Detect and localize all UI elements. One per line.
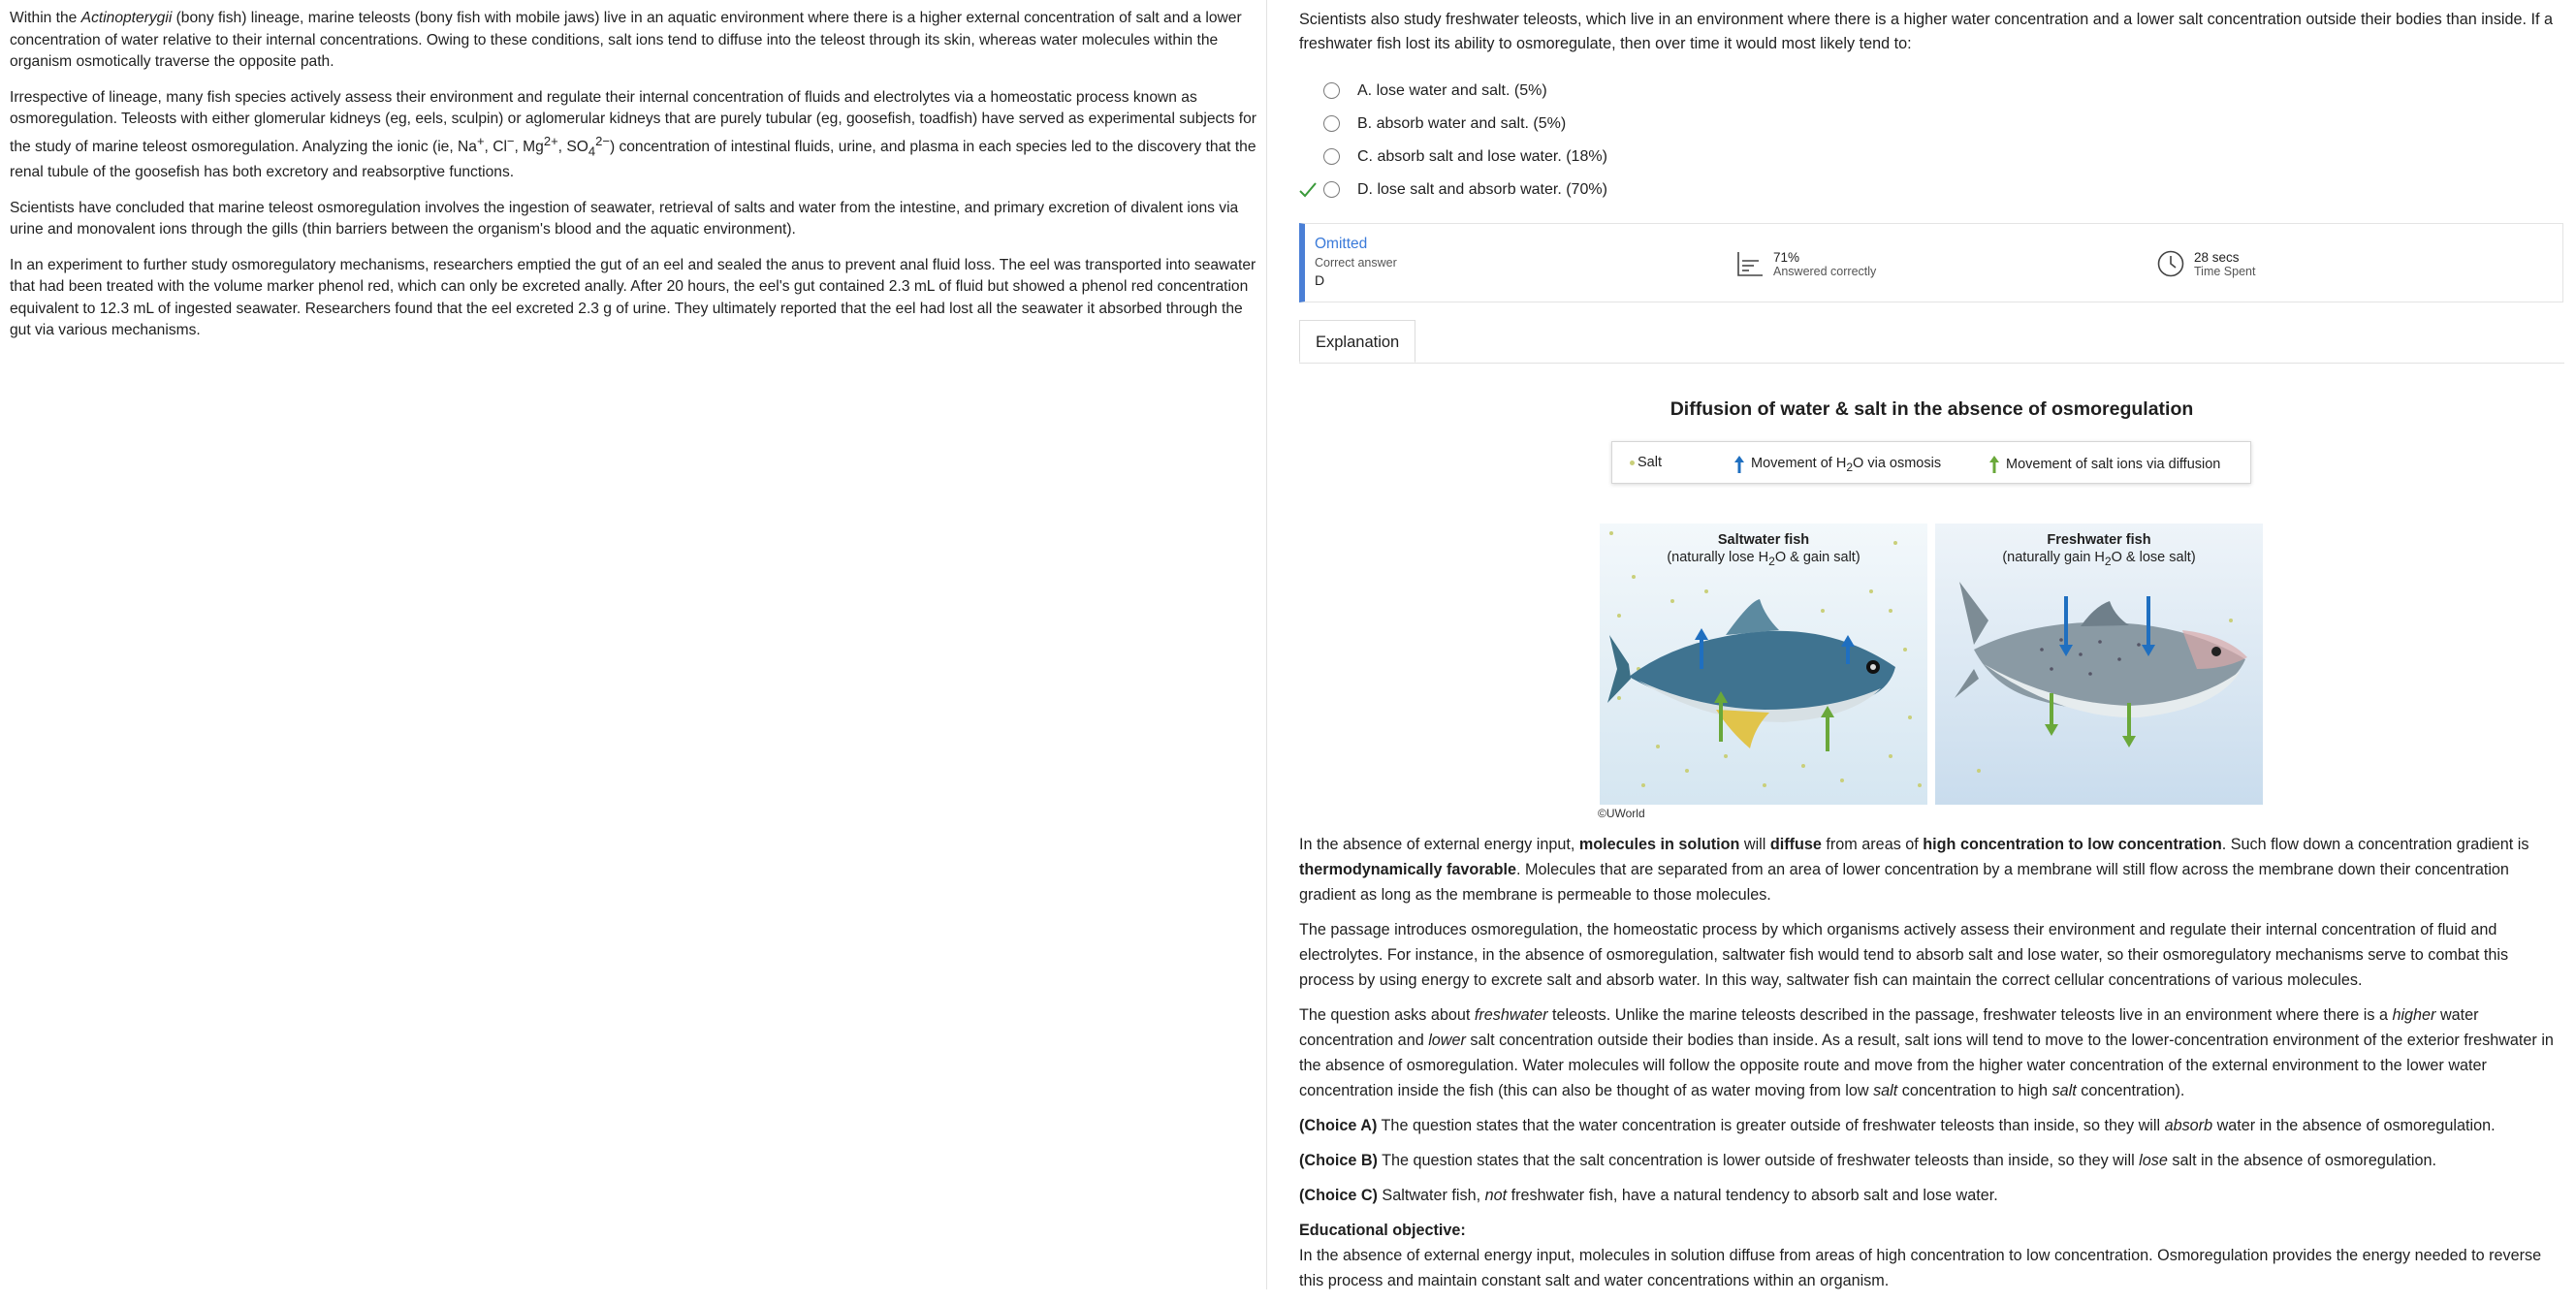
text: , Cl — [484, 138, 507, 155]
time-value: 28 secs — [2194, 249, 2240, 265]
superscript: − — [506, 133, 515, 148]
educational-objective: In the absence of external energy input, molecules in solution diffuse from areas of high concentration to low concentration. Osmoregulation provides the energy needed to reverse this process and maintain constant salt and water concentrations within an organism. — [1299, 1247, 2542, 1289]
copyright: ©UWorld — [1598, 807, 1645, 820]
percent-label: Answered correctly — [1773, 264, 1877, 278]
explanation-choice-a: (Choice A) The question states that the water concentration is greater outside of freshwater teleosts than inside, so they will absorb water in the absence of osmoregulation. — [1299, 1117, 2496, 1134]
figure-title: Diffusion of water & salt in the absence of osmoregulation — [1670, 398, 2194, 420]
saltwater-title: Saltwater fish — [1717, 532, 1810, 548]
choice-c[interactable] — [1299, 142, 2075, 175]
bar-chart-icon — [1735, 249, 1765, 278]
clock-icon — [2156, 249, 2185, 278]
answer-choices — [1299, 76, 2075, 207]
saltwater-subtitle: (naturally lose $H_2O$ & gain salt) — [1667, 550, 1860, 568]
subscript: 4 — [588, 143, 596, 158]
answer-stats-bar — [1299, 223, 2563, 302]
saltwater-fish-panel — [1600, 524, 1927, 805]
passage-paragraph-3: Scientists have concluded that marine teleost osmoregulation involves the ingestion of seawater, retrieval of salts and water from the intestine, and primary excretion of divalent ions via urine and monovalent ions through the gills (thin barriers between the organism's blood and the aquatic environment). — [10, 199, 1239, 238]
question-stem: Scientists also study freshwater teleosts, which live in an environment where there is a higher water concentration and a lower salt concentration outside their bodies than inside. If a freshwater fish lost its ability to osmoregulate, then over time it would most likely tend to: — [1299, 11, 2554, 52]
radio-button[interactable] — [1323, 115, 1340, 132]
passage-paragraph-4: In an experiment to further study osmoregulatory mechanisms, researchers emptied the gut of an eel and sealed the anus to prevent anal fluid loss. The eel was transported into seawater that had been treated with the volume marker phenol red, which can only be excreted anally. After 20 hours, the eel's gut contained 2.3 mL of fluid but showed a phenol red concentration equivalent to 12.3 mL of ingested seawater. Researchers found that the eel excreted 2.3 g of urine. They ultimately reported that the eel had lost all the seawater it absorbed through the gut via various mechanisms. — [10, 256, 1256, 339]
tab-bar — [1299, 320, 2564, 364]
legend-salt-label: Salt — [1638, 455, 1662, 470]
answer-status — [1315, 236, 1397, 288]
superscript: 2− — [595, 133, 610, 148]
status-label: Omitted — [1315, 236, 1368, 252]
text: Irrespective of lineage, many fish species actively assess their environment and regulate their internal concentration of fluids and electrolytes via a homeostatic process known as osmoregulation. Teleosts with either glomerular kidneys (eg, eels, sculpin) or aglomerular kidneys that are purely tubular (eg, goosefish, toadfish) have served as experimental subjects for the study of marine teleost osmoregulation. Analyzing the ionic (ie, Na — [10, 88, 1256, 155]
educational-objective-heading: Educational objective: — [1299, 1222, 1466, 1239]
water-arrow-icon — [1733, 455, 1745, 474]
radio-button[interactable] — [1323, 148, 1340, 165]
percent-value: 71% — [1773, 249, 1800, 265]
text: Within the — [10, 10, 81, 26]
freshwater-subtitle: (naturally gain $H_2O$ & lose salt) — [2002, 550, 2196, 568]
legend-salt-movement — [1988, 455, 2220, 474]
text: , Mg — [514, 138, 544, 155]
emphasis: Actinopterygii — [80, 10, 173, 26]
correct-answer-value: D — [1315, 272, 1325, 288]
legend-water — [1733, 455, 1941, 474]
correct-answer-label: Correct answer — [1315, 256, 1397, 270]
explanation-choice-b: (Choice B) The question states that the salt concentration is lower outside of freshwater teleosts than inside, so they will lose salt in the absence of osmoregulation. — [1299, 1152, 2437, 1169]
text: (bony fish) lineage, marine teleosts (bony fish with mobile jaws) live in an aquatic environment where there is a higher external concentration of salt and a lower concentration of water relative to their internal concentrations. Owing to these conditions, salt ions tend to diffuse into the teleost through its skin, whereas water molecules within the organism osmotically traverse the opposite path. — [10, 10, 1242, 70]
explanation-paragraph-3: The question asks about freshwater teleosts. Unlike the marine teleosts described in the passage, freshwater teleosts live in an environment where there is a higher water concentration and lower salt concentration outside their bodies than inside. As a result, salt ions will tend to move to the lower-concentration environment of the exterior freshwater in the absence of osmoregulation. Water molecules will follow the opposite route and move from the higher water concentration of the external environment to the lower water concentration inside the fish (this can also be thought of as water moving from low salt concentration to high salt concentration). — [1299, 1006, 2554, 1099]
choice-a[interactable] — [1299, 76, 2075, 109]
legend-salt — [1630, 455, 1662, 470]
choice-text: A. lose water and salt. (5%) — [1357, 82, 1547, 99]
passage-paragraph-1 — [10, 8, 1256, 74]
choice-b[interactable] — [1299, 109, 2075, 142]
explanation-paragraph-1: In the absence of external energy input, molecules in solution will diffuse from areas of high concentration to low concentration. Such flow down a concentration gradient is thermodynamically favorable. Molecules that are separated from an area of lower concentration by a membrane will still flow across the membrane down their concentration gradient as long as the membrane is permeable to those molecules. — [1299, 836, 2529, 904]
freshwater-fish-panel — [1935, 524, 2263, 805]
text: ) concentration of intestinal fluids, urine, and plasma in each species led to the discovery that the renal tubule of the goosefish has both excretory and reabsorptive functions. — [10, 138, 1256, 181]
salt-arrow-icon — [1988, 455, 2000, 474]
passage-paragraph-2 — [10, 87, 1256, 184]
superscript: 2+ — [543, 133, 558, 148]
choice-text: D. lose salt and absorb water. (70%) — [1357, 181, 1607, 198]
explanation-paragraph-2: The passage introduces osmoregulation, the homeostatic process by which organisms actively assess their environment and regulate their internal concentration of fluid and electrolytes. For instance, in the absence of osmoregulation, saltwater fish would tend to absorb salt and lose water, so their osmoregulatory mechanisms serve to combat this process by using energy to excrete salt and absorb water. In this way, saltwater fish can maintain the correct cellular concentrations of various molecules. — [1299, 921, 2509, 989]
salt-dot-icon — [1630, 461, 1635, 465]
freshwater-title: Freshwater fish — [2047, 532, 2151, 548]
radio-button[interactable] — [1323, 181, 1340, 198]
passage-pane — [0, 0, 1267, 1289]
time-label: Time Spent — [2194, 264, 2256, 278]
choice-d[interactable] — [1299, 175, 2075, 207]
percent-correct — [1735, 249, 1876, 278]
time-spent — [2156, 249, 2255, 278]
legend-salt-movement-label: Movement of salt ions via diffusion — [2006, 457, 2221, 472]
text: , SO — [557, 138, 588, 155]
legend-water-label: Movement of $H_2O$ via osmosis — [1751, 455, 1942, 474]
figure-legend — [1611, 441, 2251, 484]
explanation-choice-c: (Choice C) Saltwater fish, not freshwater fish, have a natural tendency to absorb salt and lose water. — [1299, 1187, 1998, 1204]
saltwater-fish-illustration — [1600, 524, 1927, 805]
superscript: + — [476, 133, 485, 148]
choice-text: C. absorb salt and lose water. (18%) — [1357, 148, 1607, 165]
question-pane — [1299, 0, 2564, 1289]
explanation-body — [1299, 832, 2564, 1303]
choice-text: B. absorb water and salt. (5%) — [1357, 115, 1567, 132]
freshwater-fish-illustration — [1935, 524, 2263, 805]
tab-explanation[interactable]: Explanation — [1299, 320, 1415, 363]
radio-button[interactable] — [1323, 82, 1340, 99]
check-icon — [1299, 180, 1317, 200]
